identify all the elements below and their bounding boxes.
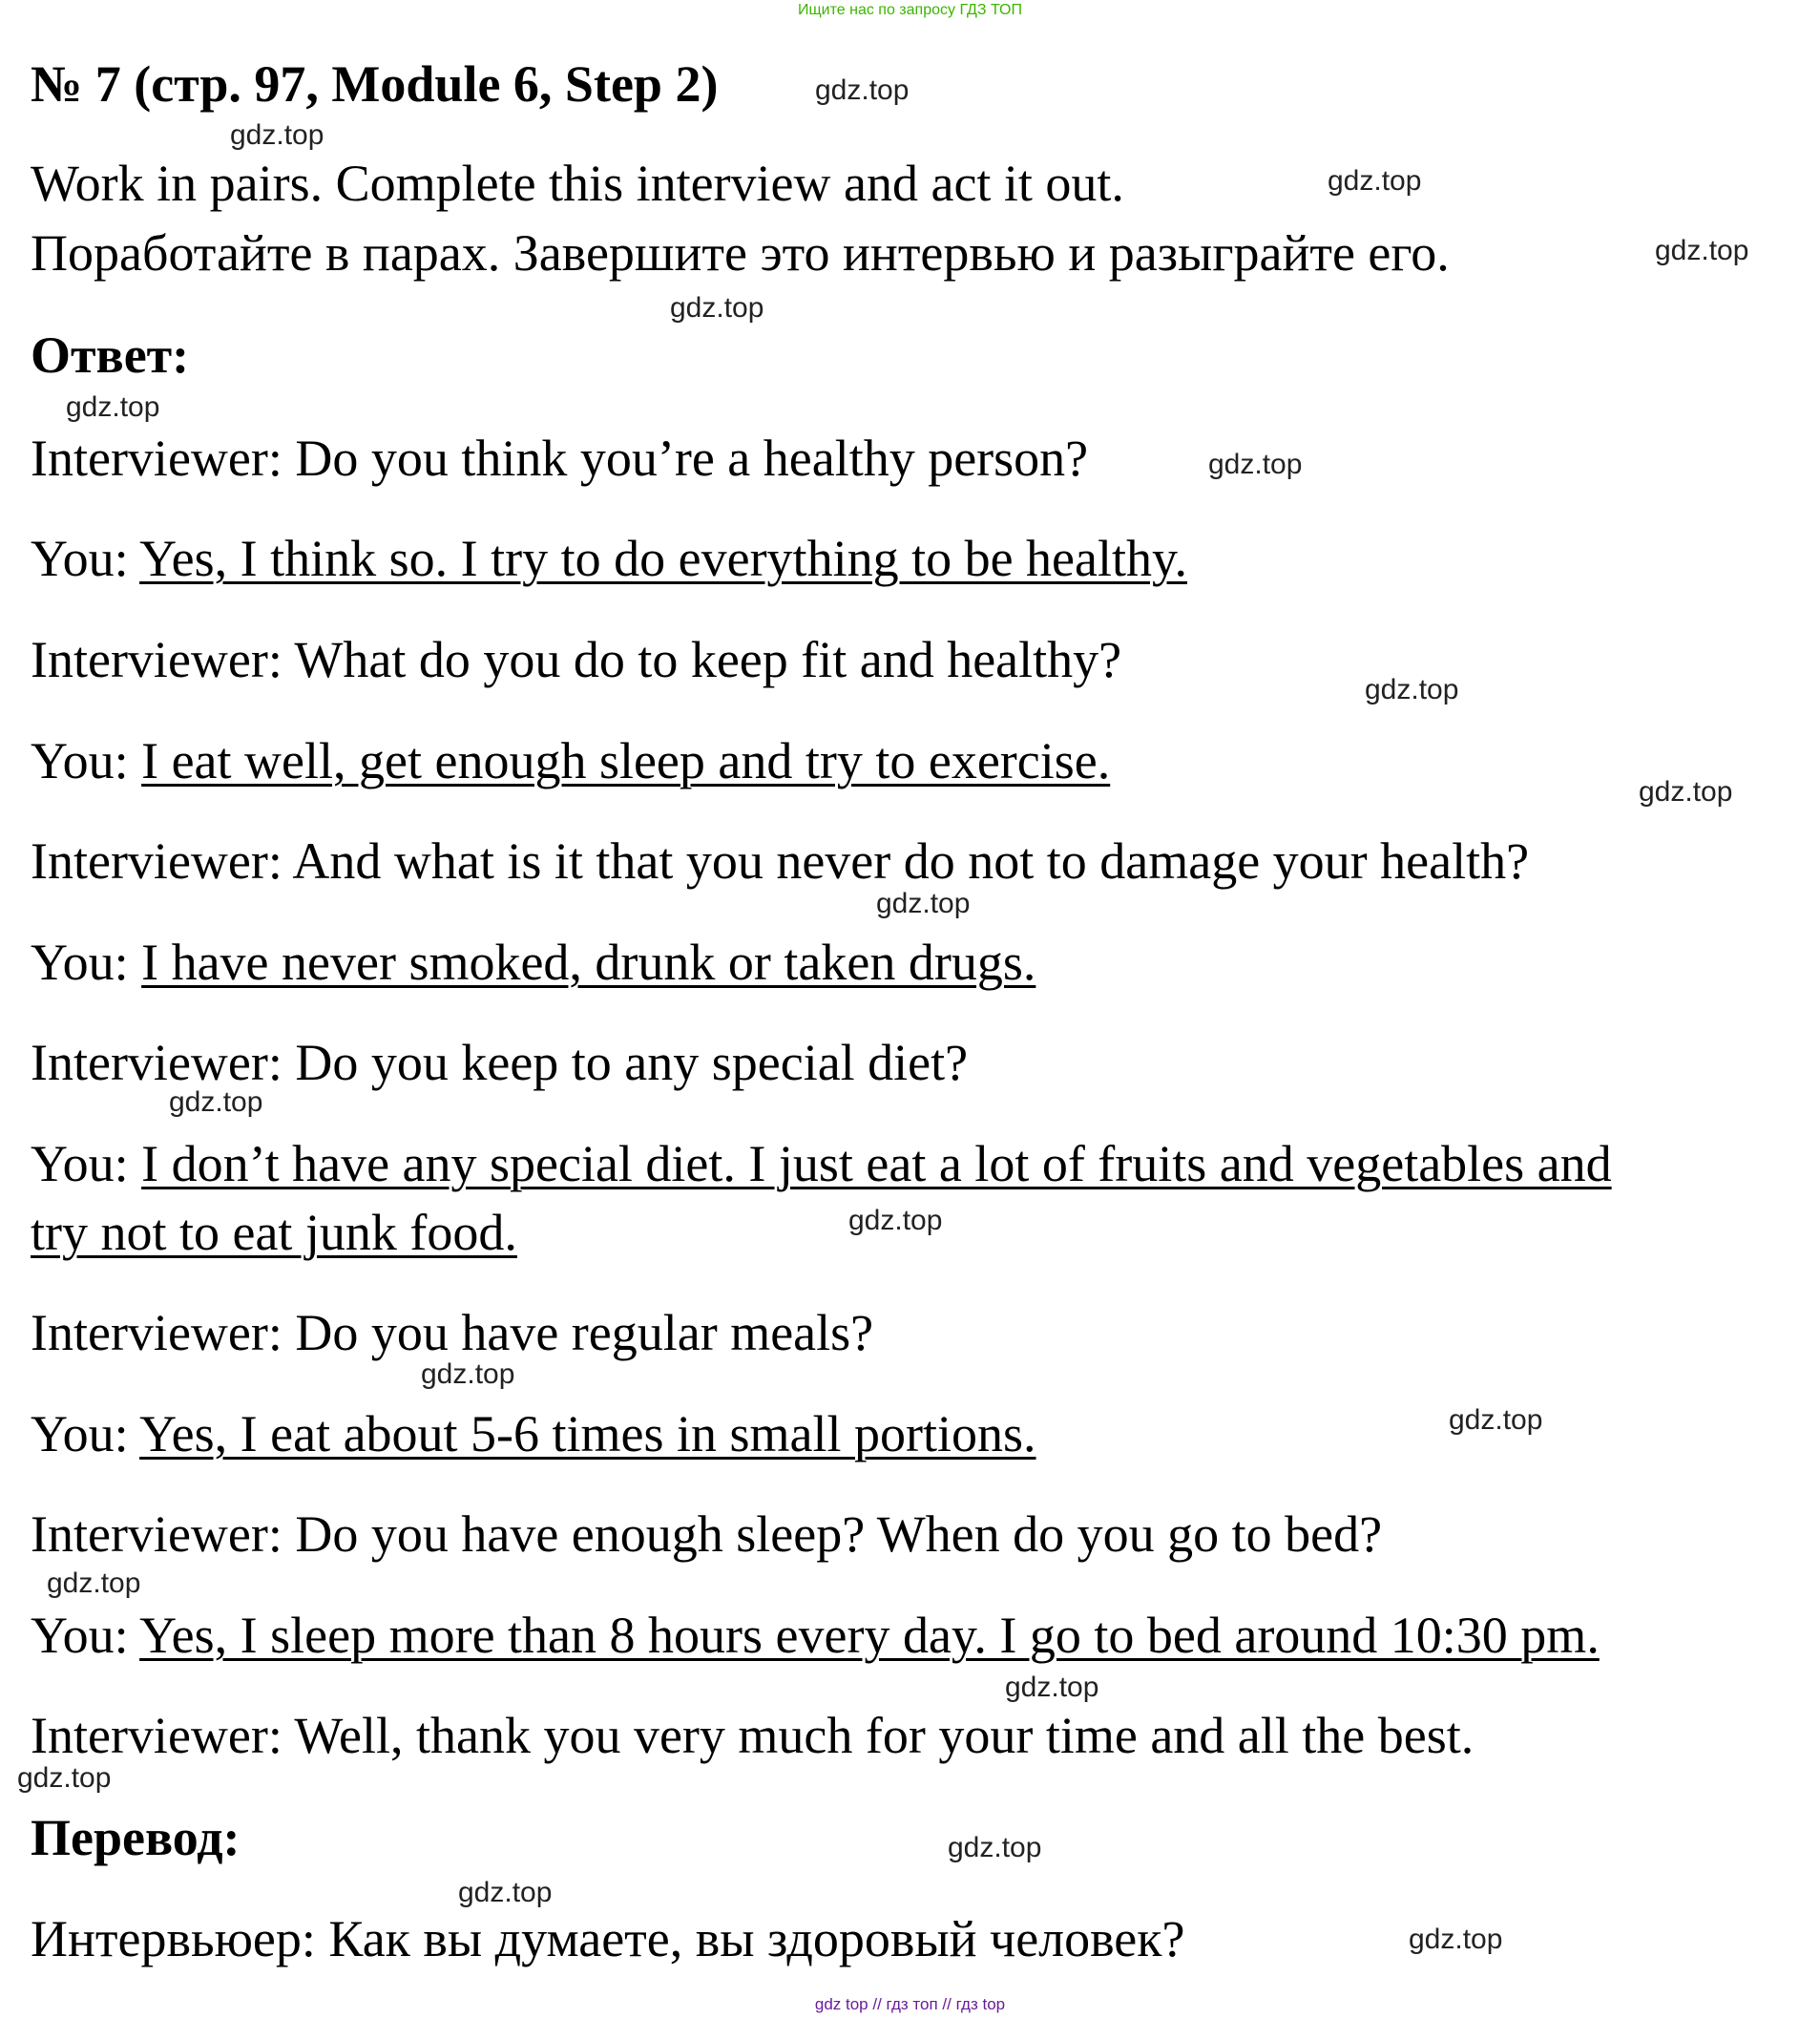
you-answer-6 [31, 1601, 1600, 1670]
link-separator: // [872, 1995, 882, 2013]
speaker-label: You: [31, 530, 140, 587]
interviewer-question-5: Interviewer: Do you have regular meals? [31, 1304, 874, 1361]
watermark: gdz.top [458, 1877, 553, 1908]
watermark: gdz.top [1208, 449, 1303, 480]
interviewer-question-1: Interviewer: Do you think you’re a healthy person? [31, 430, 1089, 487]
watermark: gdz.top [1639, 776, 1733, 808]
watermark: gdz.top [670, 292, 764, 324]
speaker-label: You: [31, 1135, 142, 1192]
answer-text: I have never smoked, drunk or taken drugs. [141, 934, 1036, 991]
interviewer-question-6: Interviewer: Do you have enough sleep? When do you go to bed? [31, 1505, 1383, 1563]
you-answer-3 [31, 928, 1036, 997]
watermark: gdz.top [169, 1086, 263, 1118]
watermark: gdz.top [66, 391, 160, 423]
you-answer-4 [31, 1129, 1612, 1198]
watermark: gdz.top [876, 888, 971, 919]
answer-text: I eat well, get enough sleep and try to exercise. [141, 732, 1111, 789]
answer-text: Yes, I think so. I try to do everything to be healthy. [139, 530, 1187, 587]
speaker-label: You: [31, 732, 142, 789]
watermark: gdz.top [848, 1205, 943, 1236]
you-answer-1 [31, 524, 1187, 593]
watermark: gdz.top [1005, 1672, 1099, 1703]
answer-text: Yes, I sleep more than 8 hours every day. I go to bed around 10:30 pm. [139, 1607, 1600, 1664]
answer-text: Yes, I eat about 5-6 times in small portions. [139, 1405, 1036, 1462]
bottom-links [0, 1994, 1820, 2015]
interviewer-closing: Interviewer: Well, thank you very much for your time and all the best. [31, 1707, 1475, 1764]
speaker-label: You: [31, 1405, 140, 1462]
answer-text: try not to eat junk food. [31, 1204, 517, 1261]
interviewer-question-3: Interviewer: And what is it that you never do not to damage your health? [31, 832, 1530, 890]
you-answer-2 [31, 726, 1110, 795]
answer-text: I don’t have any special diet. I just eat a lot of fruits and vegetables and [141, 1135, 1612, 1192]
translation-heading: Перевод: [31, 1809, 241, 1866]
task-english: Work in pairs. Complete this interview and act it out. [31, 155, 1124, 212]
interviewer-question-4: Interviewer: Do you keep to any special diet? [31, 1034, 969, 1091]
speaker-label: You: [31, 934, 142, 991]
interviewer-question-2: Interviewer: What do you do to keep fit and healthy? [31, 631, 1122, 688]
watermark: gdz.top [421, 1358, 515, 1390]
watermark: gdz.top [1409, 1924, 1503, 1955]
task-russian: Поработайте в парах. Завершите это интервью и разыграйте его. [31, 224, 1450, 282]
bottom-link-gdz-top[interactable]: gdz top [814, 1995, 868, 2013]
bottom-link-gdz-top-mixed[interactable]: гдз top [955, 1995, 1006, 2013]
watermark: gdz.top [230, 119, 324, 151]
watermark: gdz.top [17, 1762, 112, 1794]
bottom-link-gdz-top-ru[interactable]: гдз топ [886, 1995, 938, 2013]
link-separator: // [942, 1995, 952, 2013]
watermark: gdz.top [1328, 165, 1422, 197]
watermark: gdz.top [1365, 674, 1459, 705]
you-answer-4-continued [31, 1198, 517, 1267]
you-answer-5 [31, 1399, 1036, 1468]
watermark: gdz.top [1655, 235, 1749, 266]
speaker-label: You: [31, 1607, 140, 1664]
watermark: gdz.top [1449, 1404, 1543, 1436]
page-title: № 7 (стр. 97, Module 6, Step 2) [31, 55, 719, 113]
watermark: gdz.top [948, 1832, 1042, 1863]
watermark: gdz.top [47, 1567, 141, 1599]
watermark: gdz.top [815, 74, 910, 106]
top-banner[interactable]: Ищите нас по запросу ГДЗ ТОП [798, 2, 1022, 18]
answer-heading: Ответ: [31, 326, 190, 384]
translation-line-1: Интервьюер: Как вы думаете, вы здоровый человек? [31, 1910, 1185, 1967]
